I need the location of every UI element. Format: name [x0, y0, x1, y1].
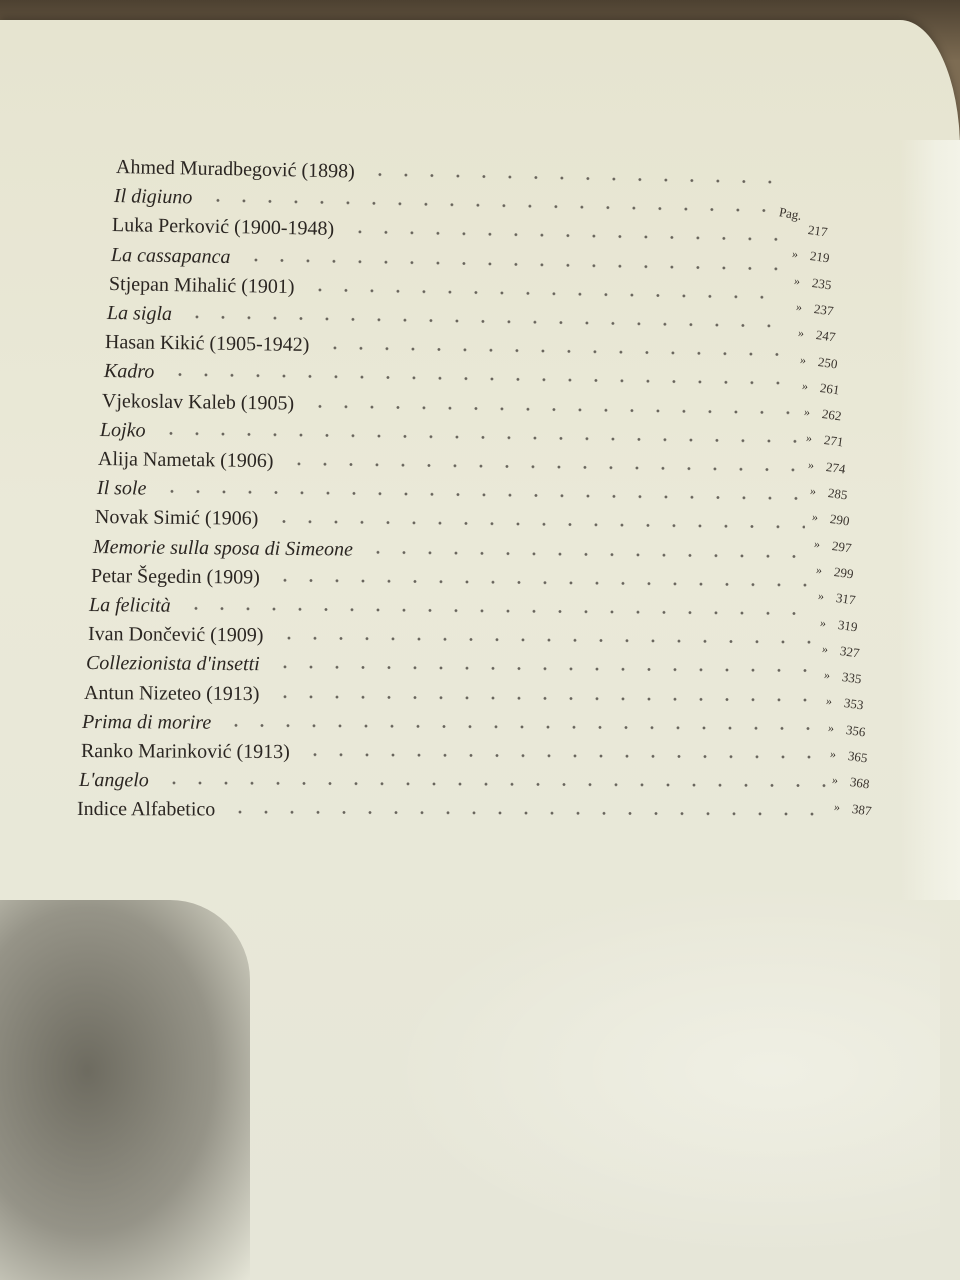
toc-entry-title: Ranko Marinković (1913) [80, 740, 290, 764]
ditto-mark: » [817, 588, 826, 604]
toc-entry-author [95, 502, 259, 534]
toc-entry-title: Lojko [99, 418, 146, 442]
toc-entry-title: La sigla [106, 302, 173, 326]
page-number-value: 335 [841, 669, 863, 687]
page-number [825, 693, 864, 714]
ditto-mark: » [805, 430, 814, 446]
toc-entry-author [88, 619, 264, 650]
page-number [807, 456, 846, 477]
toc-entry-title: La cassapanca [110, 243, 231, 268]
ditto-mark: » [791, 246, 800, 262]
dot-leader [205, 199, 777, 213]
dot-leader [347, 231, 780, 242]
page-number-value: 237 [813, 300, 835, 319]
toc-entry-title: Novak Simić (1906) [94, 506, 259, 531]
light-reflection [380, 880, 940, 1260]
toc-entry-author [84, 678, 260, 709]
page-number [791, 246, 830, 267]
toc-entry-title: Indice Alfabetico [76, 798, 216, 821]
toc-entry-work [89, 590, 171, 621]
toc-entry-title: Kadro [103, 360, 155, 384]
page-number [829, 745, 868, 766]
dot-leader [307, 288, 785, 299]
page-number-value: 219 [809, 248, 831, 266]
page-column-label: Pag. [777, 204, 803, 223]
dot-leader [322, 346, 790, 356]
dot-leader [183, 607, 812, 615]
dot-leader [275, 637, 815, 644]
page-number-value: 235 [811, 274, 833, 293]
ditto-mark: » [833, 799, 842, 814]
page-number [789, 219, 828, 240]
page-number [831, 772, 870, 793]
dot-leader [272, 666, 818, 673]
page-number-value: 365 [847, 747, 869, 766]
toc-entry-work [100, 415, 146, 446]
page-number-value: 319 [837, 616, 859, 635]
ditto-mark: » [815, 562, 824, 578]
dot-leader [185, 315, 788, 327]
ditto-mark: » [797, 325, 806, 341]
toc-entry-title: Il digiuno [114, 185, 193, 209]
page-number-value: 353 [843, 695, 865, 713]
toc-entry-author [109, 269, 295, 302]
ditto-mark: » [821, 641, 830, 656]
dot-leader [286, 462, 800, 471]
toc-entry-title: Collezionista d'insetti [85, 652, 260, 676]
ditto-mark: » [831, 772, 840, 788]
page-number [827, 719, 866, 740]
toc-entry-title: Ahmed Muradbegović (1898) [115, 156, 355, 183]
toc-entry-author [80, 736, 289, 767]
toc-entry-author [105, 327, 310, 360]
ditto-mark: » [807, 457, 816, 472]
toc-entry-work [110, 240, 230, 272]
toc-entry-work [93, 532, 353, 565]
ditto-mark: » [795, 299, 804, 315]
toc-entry-work [86, 648, 260, 679]
page-number [803, 404, 842, 425]
page-number [801, 377, 840, 398]
page-number [819, 614, 858, 635]
page-number-value: 285 [827, 484, 849, 503]
ditto-mark: » [813, 536, 822, 551]
toc-entry-title: La felicità [89, 594, 172, 617]
page-number-value: 327 [839, 642, 861, 661]
page-number [799, 351, 838, 372]
ditto-mark: » [809, 483, 818, 499]
page-number [815, 561, 854, 582]
dot-leader [302, 753, 825, 759]
toc-entry-title: Petar Šegedin (1909) [91, 564, 261, 589]
toc-entry-title: Ivan Dončević (1909) [87, 623, 264, 647]
page-number [823, 667, 862, 688]
dot-leader [227, 811, 830, 816]
page-number-value: 387 [851, 800, 873, 819]
page-number-value: 368 [849, 774, 871, 792]
toc-entry-title: Antun Nizeteo (1913) [84, 681, 260, 705]
page-number-value: 271 [823, 432, 845, 450]
toc-entry-work [114, 181, 193, 212]
page-number [817, 588, 856, 609]
toc-entry-title: Il sole [96, 477, 147, 500]
dot-leader [161, 782, 828, 788]
dot-leader [270, 520, 805, 529]
dot-leader [306, 404, 795, 414]
dot-leader [224, 724, 823, 730]
toc-entry-title: Stjepan Mihalić (1901) [108, 272, 295, 298]
page-number-value: 299 [833, 563, 855, 582]
toc-entry-title: Prima di morire [82, 710, 212, 734]
toc-entry-work [79, 765, 149, 795]
page-number [813, 535, 852, 556]
dot-leader [365, 550, 807, 557]
toc-entry-author [91, 561, 260, 593]
ditto-mark: » [825, 693, 834, 709]
ditto-mark: » [827, 720, 836, 735]
page-number-value: 250 [817, 353, 839, 372]
dot-leader [272, 695, 820, 701]
page-number-value: 261 [819, 379, 841, 398]
page-number-value: 356 [845, 721, 867, 740]
ditto-mark: » [803, 404, 812, 420]
page-number [805, 430, 844, 451]
page-number-value: 274 [825, 458, 847, 477]
page-number-value: 247 [815, 327, 837, 345]
ditto-mark: » [799, 351, 808, 367]
toc-entry-author [102, 386, 295, 419]
page-number [833, 798, 872, 819]
toc-entry-work [82, 707, 211, 738]
toc-entry-author [77, 794, 215, 824]
dot-leader [166, 373, 792, 385]
ditto-mark: » [819, 614, 828, 630]
ditto-mark: » [811, 509, 820, 525]
toc-entry-title: Luka Perković (1900-1948) [112, 214, 335, 241]
page-number [797, 325, 836, 346]
toc-entry-title: Hasan Kikić (1905-1942) [105, 331, 310, 357]
toc-entry-title: Alija Nametak (1906) [98, 448, 274, 473]
page-number-value: 262 [821, 406, 843, 424]
toc-entry-author [98, 444, 274, 476]
finger-shadow [0, 900, 250, 1280]
ditto-mark: » [829, 746, 838, 762]
toc-entry-title: Vjekoslav Kaleb (1905) [101, 389, 295, 415]
dot-leader [158, 432, 797, 443]
page-number [793, 272, 832, 293]
dot-leader [272, 578, 810, 586]
dot-leader [158, 490, 802, 500]
toc-entry-work [107, 298, 172, 329]
toc-entry-title: L'angelo [78, 769, 149, 792]
page-number-value: 290 [829, 511, 851, 529]
toc-entry-work [103, 356, 154, 387]
ditto-mark: » [793, 273, 802, 288]
page-number [811, 509, 850, 530]
toc-entry-work [96, 473, 146, 504]
page-number [795, 298, 834, 319]
page-number-value: 317 [835, 590, 857, 608]
page-number [821, 640, 860, 661]
page-number-value: 217 [807, 221, 829, 240]
dot-leader [367, 173, 775, 184]
ditto-mark: » [823, 667, 832, 683]
toc-entry-title: Memorie sulla sposa di Simeone [92, 535, 354, 561]
toc-entry-author [112, 210, 335, 244]
dot-leader [243, 258, 783, 270]
page-number-value: 297 [831, 537, 853, 556]
page-number [809, 482, 848, 503]
ditto-mark: » [801, 378, 810, 393]
